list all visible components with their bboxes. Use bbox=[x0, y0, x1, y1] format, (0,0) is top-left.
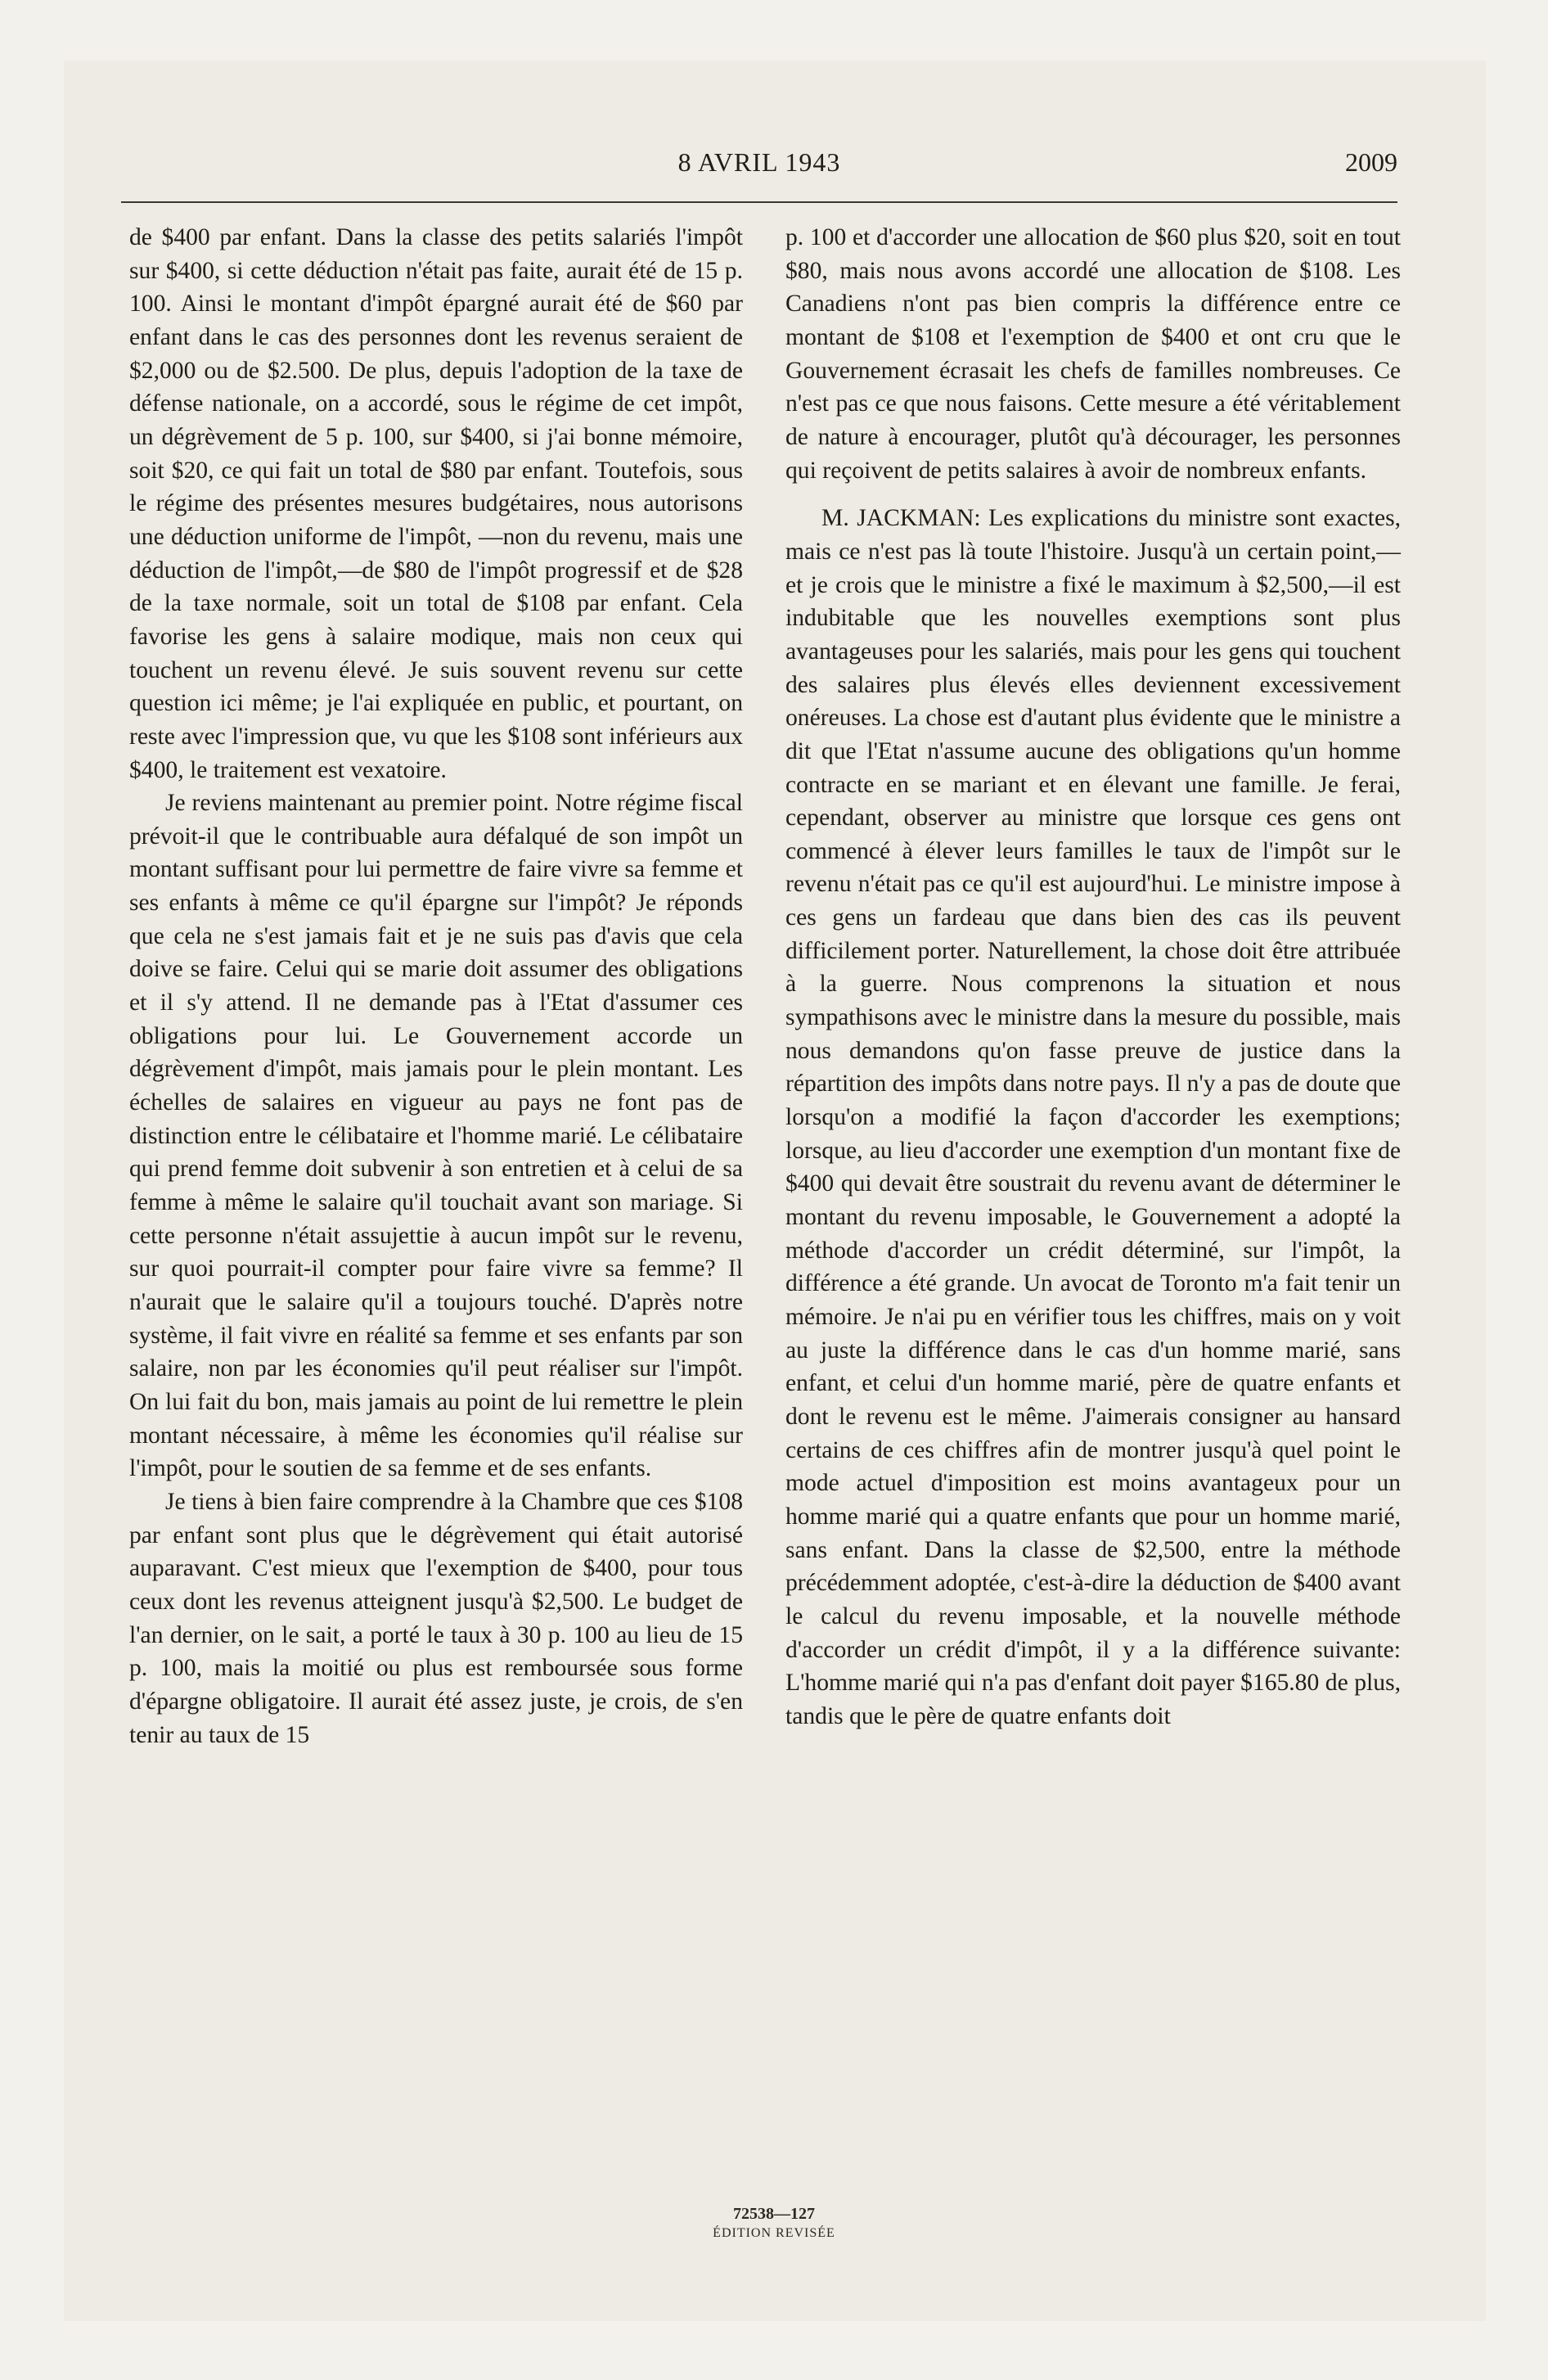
print-code: 72538—127 bbox=[733, 2205, 815, 2223]
page-header bbox=[121, 147, 1397, 196]
right-column bbox=[785, 221, 1401, 1733]
paragraph: M. JACKMAN: Les explications du ministre sont exactes, mais ce n'est pas là toute l'histoire. Jusqu'à un certain point,—et je crois que le ministre a fixé le maximum à $2,500,—il est indubitable que les nouvelles exemptions sont plus avantageuses pour les salariés, mais pour les gens qui touchent des salaires plus élevés elles deviennent excessivement onéreuses. La chose est d'autant plus évidente que le ministre a dit que l'Etat n'assume aucune des obligations qu'un homme contracte en se mariant et en élevant une famille. Je ferai, cependant, observer au ministre que lorsque ces gens ont commencé à élever leurs familles le taux de l'impôt sur le revenu n'était pas ce qu'il est aujourd'hui. Le ministre impose à ces gens un fardeau que dans bien des cas ils peuvent difficilement porter. Naturellement, la chose doit être attribuée à la guerre. Nous comprenons la situation et nous sympathisons avec le ministre dans la mesure du possible, mais nous demandons qu'on fasse preuve de justice dans la répartition des impôts dans notre pays. Il n'y a pas de doute que lorsqu'on a modifié la façon d'accorder les exemptions; lorsque, au lieu d'accorder une exemption d'un montant fixe de $400 qui devait être soustrait du revenu avant de déterminer le montant du revenu imposable, le Gouvernement a adopté la méthode d'accorder un crédit déterminé, sur l'impôt, la différence a été grande. Un avocat de Toronto m'a fait tenir un mémoire. Je n'ai pu en vérifier tous les chiffres, mais on y voit au juste la différence dans le cas d'un homme marié, sans enfant, et celui d'un homme marié, père de quatre enfants et dont le revenu est le même. J'aimerais consigner au hansard certains de ces chiffres afin de montrer jusqu'à quel point le mode actuel d'imposition est moins avantageux pour un homme marié qui a quatre enfants que pour un homme marié, sans enfant. Dans la classe de $2,500, entre la méthode précédemment adoptée, c'est-à-dire la déduction de $400 avant le calcul du revenu imposable, et la nouvelle méthode d'accorder un crédit d'impôt, il y a la différence suivante: L'homme marié qui n'a pas d'enfant doit payer $165.80 de plus, tandis que le père de quatre enfants doit bbox=[785, 505, 1401, 1729]
page-number: 2009 bbox=[1345, 147, 1397, 177]
header-date: 8 AVRIL 1943 bbox=[677, 147, 841, 177]
page-footer bbox=[0, 2203, 1548, 2243]
paragraph: de $400 par enfant. Dans la classe des petits salariés l'impôt sur $400, si cette déduction n'était pas faite, aurait été de 15 p. 100. Ainsi le montant d'impôt épargné aurait été de $60 par enfant dans le cas des personnes dont les revenus seraient de $2,000 ou de $2.500. De plus, depuis l'adoption de la taxe de défense nationale, on a accordé, sous le régime de cet impôt, un dégrèvement de 5 p. 100, sur $400, si j'ai bonne mémoire, soit $20, ce qui fait un total de $80 par enfant. Toutefois, sous le régime des présentes mesures budgétaires, nous autorisons une déduction uniforme de l'impôt, —non du revenu, mais une déduction de l'impôt,—de $80 de l'impôt progressif et de $28 de la taxe normale, soit un total de $108 par enfant. Cela favorise les gens à salaire modique, mais non ceux qui touchent un revenu élevé. Je suis souvent revenu sur cette question ici même; je l'ai expliquée en public, et pourtant, on reste avec l'impression que, vu que les $108 sont inférieurs aux $400, le traitement est vexatoire. bbox=[129, 224, 743, 783]
paragraph: Je reviens maintenant au premier point. Notre régime fiscal prévoit-il que le contribuable aura défalqué de son impôt un montant suffisant pour lui permettre de faire vivre sa femme et ses enfants à même ce qu'il épargne sur l'impôt? Je réponds que cela ne s'est jamais fait et je ne suis pas d'avis que cela doive se faire. Celui qui se marie doit assumer des obligations et il s'y attend. Il ne demande pas à l'Etat d'assumer ces obligations pour lui. Le Gouvernement accorde un dégrèvement d'impôt, mais jamais pour le plein montant. Les échelles de salaires en vigueur au pays ne font pas de distinction entre le célibataire et l'homme marié. Le célibataire qui prend femme doit subvenir à son entretien et à celui de sa femme à même le salaire qu'il touchait avant son mariage. Si cette personne n'était assujettie à aucun impôt sur le revenu, sur quoi pourrait-il compter pour faire vivre sa femme? Il n'aurait que le salaire qu'il a toujours touché. D'après notre système, il fait vivre en réalité sa femme et ses enfants par son salaire, non par les économies qu'il peut réaliser sur l'impôt. On lui fait du bon, mais jamais au point de lui remettre le plein montant nécessaire, à même les économies qu'il réalise sur l'impôt, pour le soutien de sa femme et de ses enfants. bbox=[129, 790, 743, 1482]
left-column bbox=[129, 221, 743, 1751]
header-rule bbox=[121, 201, 1397, 203]
paragraph: Je tiens à bien faire comprendre à la Chambre que ces $108 par enfant sont plus que le dégrèvement qui était autorisé auparavant. C'est mieux que l'exemption de $400, pour tous ceux dont les revenus atteignent jusqu'à $2,500. Le budget de l'an dernier, on le sait, a porté le taux à 30 p. 100 au lieu de 15 p. 100, mais la moitié ou plus est remboursée sous forme d'épargne obligatoire. Il aurait été assez juste, je crois, de s'en tenir au taux de 15 bbox=[129, 1488, 743, 1748]
paragraph: p. 100 et d'accorder une allocation de $60 plus $20, soit en tout $80, mais nous avons accordé une allocation de $108. Les Canadiens n'ont pas bien compris la différence entre ce montant de $108 et l'exemption de $400 et ont cru que le Gouvernement écrasait les chefs de familles nombreuses. Ce n'est pas ce que nous faisons. Cette mesure a été véritablement de nature à encourager, plutôt qu'à décourager, les personnes qui reçoivent de petits salaires à avoir de nombreux enfants. bbox=[785, 224, 1401, 484]
edition-label: ÉDITION REVISÉE bbox=[713, 2226, 835, 2240]
